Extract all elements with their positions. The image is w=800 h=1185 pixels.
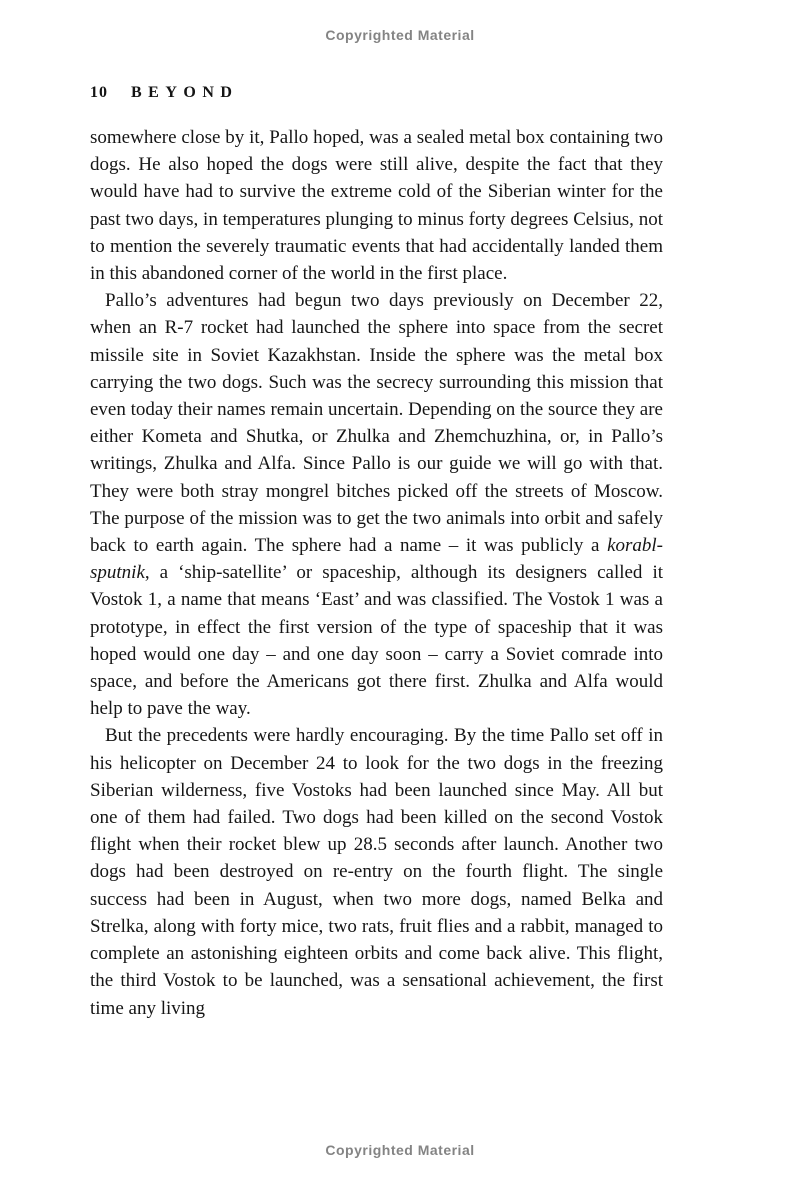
text-segment: somewhere close by it, Pallo hoped, was a sealed metal box containing two dogs. He also hoped the dogs were still alive, despite the fact that they would have had to survive the extreme cold of the Siberian winter for the past two days, in temperatures plunging to minus forty degrees Celsius, not to mention the severely traumatic events that had accidentally landed them in this abandoned corner of the world in the first place.: [90, 127, 663, 285]
paragraph: [90, 124, 663, 287]
copyright-notice-bottom: Copyrighted Material: [325, 1142, 475, 1158]
page-number: 10: [90, 84, 108, 101]
italic-text: korabl-sputnik: [90, 535, 663, 584]
paragraph: [90, 722, 663, 1021]
text-segment: But the precedents were hardly encouraging. By the time Pallo set off in his helicopter on December 24 to look for the two dogs in the freezing Siberian wilderness, five Vostoks had been launched since May. All but one of them had failed. Two dogs had been killed on the second Vostok flight when their rocket blew up 28.5 seconds after launch. Another two dogs had been destroyed on re-entry on the fourth flight. The single success had been in August, when two more dogs, named Belka and Strelka, along with forty mice, two rats, fruit flies and a rabbit, managed to complete an astonishing eighteen orbits and come back alive. This flight, the third Vostok to be launched, was a sensational achievement, the first time any living: [90, 725, 663, 1019]
text-segment: , a ‘ship-satellite’ or spaceship, although its designers called it Vostok 1, a name that means ‘East’ and was classified. The Vostok 1 was a prototype, in effect the first version of the type of spaceship that it was hoped would one day – and one day soon – carry a Soviet comrade into space, and before the Americans got there first. Zhulka and Alfa would help to pave the way.: [90, 562, 663, 720]
book-title: BEYOND: [131, 84, 239, 101]
copyright-notice-top: Copyrighted Material: [325, 27, 475, 43]
paragraph: [90, 287, 663, 722]
body-text: [90, 124, 663, 1022]
text-segment: Pallo’s adventures had begun two days previously on December 22, when an R-7 rocket had launched the sphere into space from the secret missile site in Soviet Kazakhstan. Inside the sphere was the metal box carrying the two dogs. Such was the secrecy surrounding this mission that even today their names remain uncertain. Depending on the source they are either Kometa and Shutka, or Zhulka and Zhemchuzhina, or, in Pallo’s writings, Zhulka and Alfa. Since Pallo is our guide we will go with that. They were both stray mongrel bitches picked off the streets of Moscow. The purpose of the mission was to get the two animals into orbit and safely back to earth again. The sphere had a name – it was publicly a: [90, 290, 663, 557]
running-head: [90, 84, 238, 102]
